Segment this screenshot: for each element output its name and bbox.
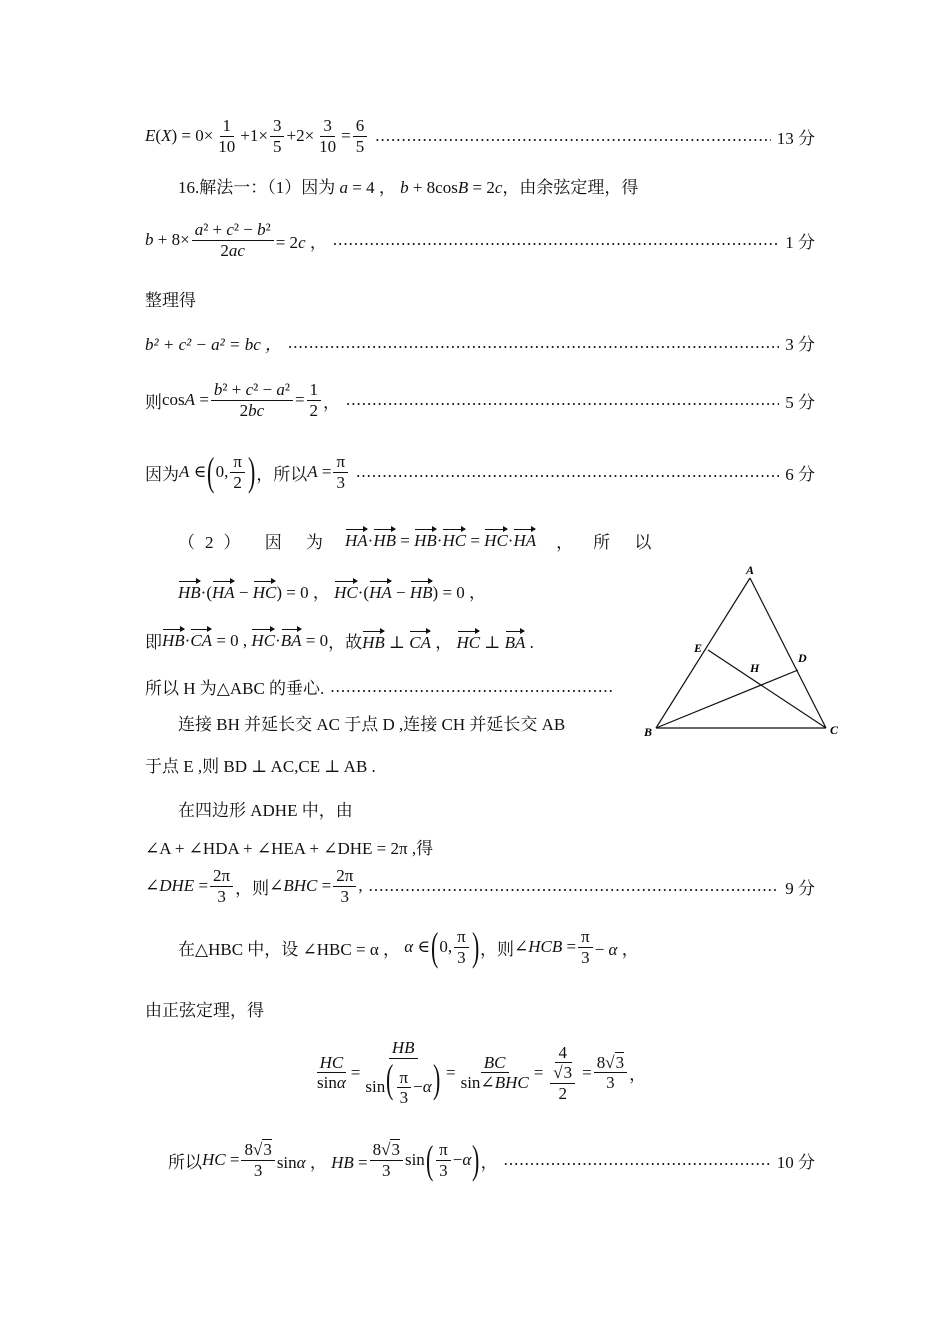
orthocenter-line: 所以 H 为△ABC 的垂心. .....: [145, 674, 620, 699]
equation-line: b² + c² − a² = bc ， ..... 3 分: [145, 330, 815, 355]
problem16-intro: 16.解法一：（1）因为 a = 4 ， b + 8cosB = 2c ，由余弦定理，得: [178, 178, 639, 197]
score-10: 10 分: [776, 1152, 815, 1172]
text-line: 整理得: [145, 291, 196, 310]
angleA-line: 因为 A ∈ ( 0, $\frac{\pi}{2}$ ) ，所以 A = $\frac{\pi}{3}$ ..... 6 分: [145, 452, 815, 492]
frac-3-10: $\frac{3}{10}$: [319, 116, 337, 156]
angle-sum-line: ∠A + ∠HDA + ∠HEA + ∠DHE = 2π ,得: [145, 839, 434, 858]
leader-dots: [369, 876, 780, 896]
side-ab: [656, 578, 750, 728]
leader-dots: [288, 333, 779, 353]
cosA-line: 则 cosA = $\frac{\text{b² + c² − a²}}{2bc}$ = $\frac{1}{2}$ ， ..... 5 分: [145, 380, 815, 420]
label-e: E: [694, 641, 703, 655]
score-3: 3 分: [785, 335, 815, 354]
triangle-diagram: [640, 562, 850, 742]
leader-dots: [504, 1150, 771, 1170]
cosine-law-line: b + 8× $\frac{\text{a² + c² − b²}}{2ac}$ = 2c ， ..... 1 分: [145, 220, 815, 260]
part2-line: （2） 因 为 HA·HB = HB·HC = HC·HA ， 所 以: [178, 530, 662, 552]
label-h: H: [750, 661, 760, 675]
frac-1-10: $\frac{1}{10}$: [218, 116, 236, 156]
frac-6-5: $\frac{6}{5}$: [353, 116, 368, 156]
frac-3-5: $\frac{3}{5}$: [270, 116, 285, 156]
segment-ce: [708, 650, 826, 728]
quadrilateral-line: 在四边形 ADHE 中，由: [178, 801, 353, 820]
sine-law-equation: $\frac{HC}{\sin\alpha}$ = HB sin( $\frac{\pi}{3}$ −α) = $\frac{BC}{\text{sin∠BHC}}$ = $\frac{4}{\frac{√3}{2}}$ = $\frac{8√3}{3}$ ，: [317, 1038, 647, 1108]
sine-law-intro: 由正弦定理，得: [145, 1001, 264, 1020]
expectation-line: E(X) = 0× $\frac{1}{10}$ +1× $\frac{3}{5}$ +2× $\frac{3}{10}$ = $\frac{6}{5}$ ..... 13 分: [145, 116, 815, 156]
vector-line: HB·(HA − HC) = 0 ， HC·(HA − HB) = 0 ，: [178, 583, 487, 602]
score-6: 6 分: [785, 464, 815, 484]
connect-line: 连接 BH 并延长交 AC 于点 D ,连接 CH 并延长交 AB: [178, 715, 566, 734]
label-d: D: [798, 651, 807, 665]
hc-hb-line: 所以 HC = $\frac{8√3}{3}$ sinα ， HB = $\frac{8√3}{3}$ sin ( $\frac{\pi}{3}$ − α ) ， ..... 10 分: [168, 1140, 815, 1180]
segment-bd: [656, 670, 798, 728]
angle-dhe-line: ∠DHE = $\frac{2\pi}{3}$ ，则 ∠BHC = $\frac{2\pi}{3}$ , ..... 9 分: [145, 866, 815, 906]
label-c: C: [830, 723, 839, 737]
score-13: 13 分: [776, 128, 815, 148]
score-9: 9 分: [785, 878, 815, 898]
side-ac: [750, 578, 826, 728]
triangle-hbc-line: 在△HBC 中，设 ∠HBC = α ， α ∈ ( 0, $\frac{\pi}{3}$ ) ，则 ∠HCB = $\frac{\pi}{3}$ − α ，: [178, 924, 639, 970]
leader-dots: [375, 126, 770, 146]
label-a: A: [746, 563, 755, 577]
leader-dots: [346, 390, 779, 410]
label-b: B: [644, 725, 653, 739]
leader-dots: [356, 462, 779, 482]
leader-dots: [333, 230, 779, 250]
point-e-line: 于点 E ,则 BD ⊥ AC,CE ⊥ AB .: [145, 757, 376, 776]
leader-dots: [330, 677, 614, 697]
score-5: 5 分: [785, 392, 815, 412]
score-1: 1 分: [785, 232, 815, 252]
perpendicular-line: 即 HB·CA = 0 , HC·BA = 0 ，故 HB ⊥ CA ， HC ⊥ BA .: [145, 630, 534, 652]
